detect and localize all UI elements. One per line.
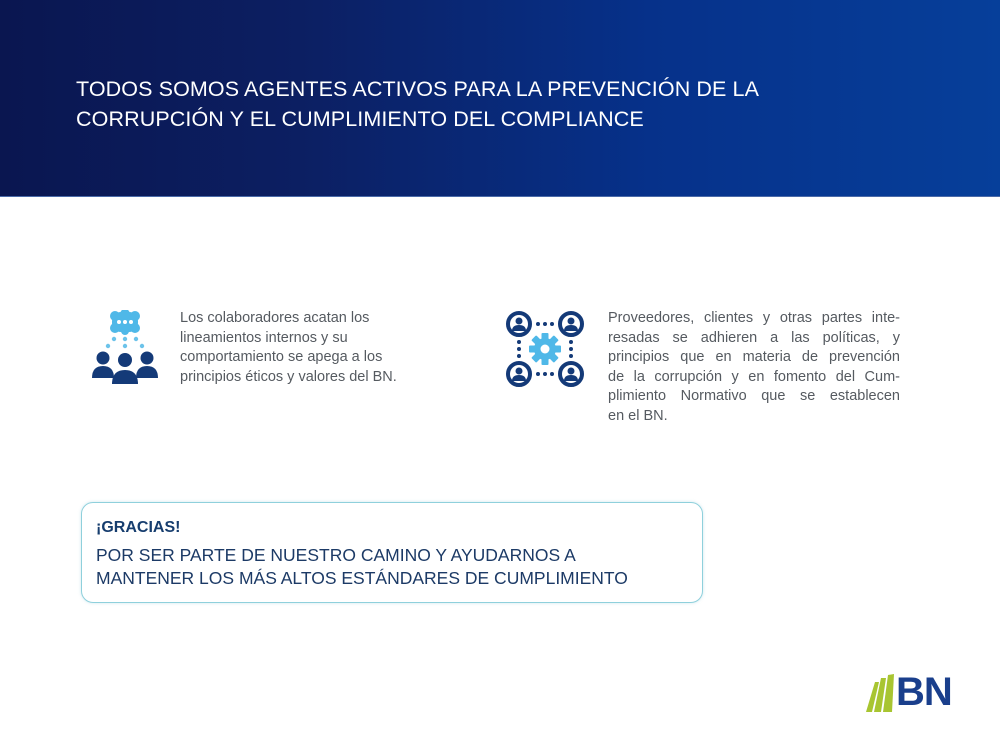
team-communication-icon <box>90 310 160 388</box>
stakeholders-paragraph <box>608 309 900 426</box>
paragraph-line: Proveedores, clientes y otras partes inte- <box>608 310 900 326</box>
logo-stripes-icon <box>866 674 900 714</box>
thanks-callout <box>81 502 703 603</box>
thanks-message <box>96 544 696 590</box>
page-title <box>76 74 836 134</box>
title-line: TODOS SOMOS AGENTES ACTIVOS PARA LA PREVENCIÓN DE LA <box>76 77 760 101</box>
paragraph-line: plimiento Normativo que se establecen <box>608 388 900 404</box>
paragraph-line: en el BN. <box>608 407 668 424</box>
employees-paragraph <box>180 309 450 387</box>
thanks-line: MANTENER LOS MÁS ALTOS ESTÁNDARES DE CUMPLIMIENTO <box>96 568 628 588</box>
paragraph-line: comportamiento se apega a los <box>180 349 383 365</box>
paragraph-line: principios éticos y valores del BN. <box>180 368 397 385</box>
paragraph-line: lineamientos internos y su <box>180 329 348 346</box>
paragraph-line: principios que en materia de prevención <box>608 349 900 365</box>
thanks-line: POR SER PARTE DE NUESTRO CAMINO Y AYUDARNOS A <box>96 545 576 565</box>
logo-text: BN <box>896 670 952 714</box>
paragraph-line: de la corrupción y en fomento del Cum- <box>608 368 900 385</box>
bn-logo <box>866 672 961 714</box>
stakeholder-network-gear-icon <box>505 310 585 388</box>
header-banner <box>0 0 1000 197</box>
title-line: CORRUPCIÓN Y EL CUMPLIMIENTO DEL COMPLIANCE <box>76 107 644 131</box>
paragraph-line: resadas se adhieren a las políticas, y <box>608 329 900 346</box>
paragraph-line: Los colaboradores acatan los <box>180 310 370 326</box>
thanks-heading: ¡GRACIAS! <box>96 519 181 536</box>
